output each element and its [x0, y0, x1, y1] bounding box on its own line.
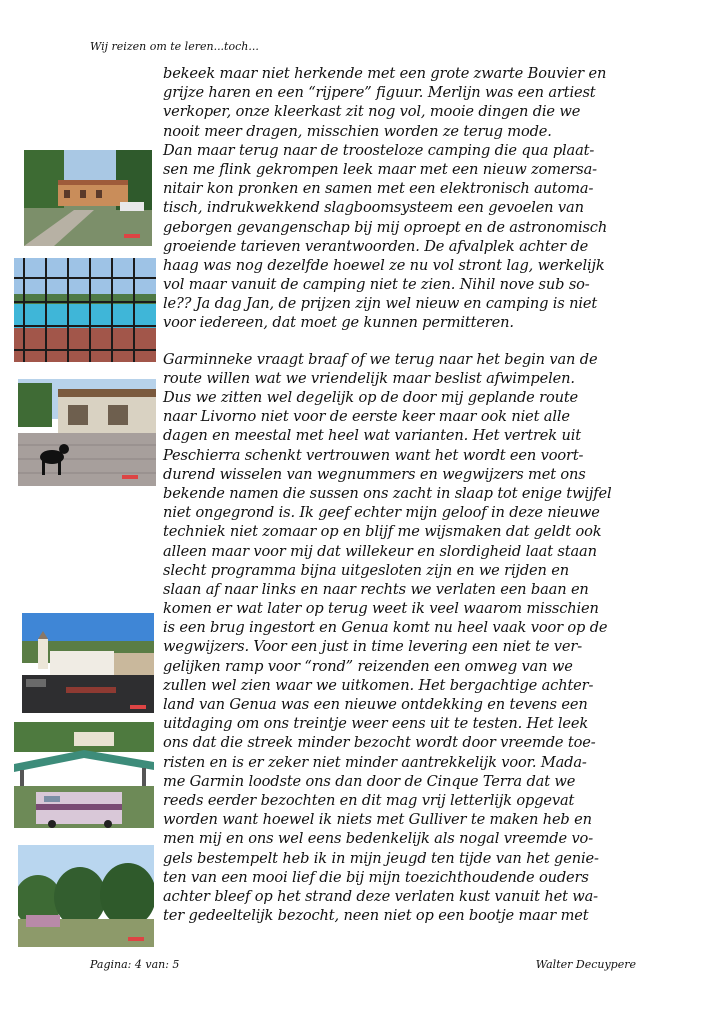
text-line: slecht programma bijna uitgesloten zijn en we rijden en [163, 561, 570, 579]
village-church-photo [22, 613, 154, 713]
trees-field-photo [18, 845, 154, 947]
text-line: groeiende tarieven verantwoorden. De afvalplek achter de [163, 237, 589, 255]
text-line: reeds eerder bezochten en dit mag vrij letterlijk opgevat [163, 791, 575, 809]
text-line: land van Genua was een nieuwe ontdekking en tevens een [163, 696, 588, 713]
text-line: geborgen gevangenschap bij mij oproept en de astronomisch [163, 218, 608, 236]
text-line: slaan af naar links en naar rechts we verlaten een baan en [163, 580, 589, 598]
dog-terrace-photo [18, 379, 156, 486]
page-number: Pagina: 4 van: 5 [90, 958, 180, 971]
text-line: dagen en meestal met heel wat varianten. Het vertrek uit [163, 427, 581, 445]
text-line: gels bestempelt heb ik in mijn jeugd ten tijde van het genie- [163, 849, 599, 867]
text-line: zullen wel zien waar we uitkomen. Het bergachtige achter- [163, 676, 594, 694]
text-line: techniek niet zomaar op en blijf me wijsmaken dat geldt ook [163, 523, 602, 541]
text-line: vol maar vanuit de camping niet te zien. Nihil nove sub so- [163, 276, 590, 294]
text-line: ten van een mooi lief die bij mijn toezichthoudende ouders [163, 868, 589, 886]
text-line: alleen maar voor mij dat willekeur en slordigheid laat staan [163, 542, 597, 560]
text-line: me Garmin loodste ons dan door de Cinque Terra dat we [163, 772, 576, 790]
text-line: sen me flink gekrompen leek maar met een nieuw zomersa- [163, 160, 597, 178]
text-line: risten en is er zeker niet minder aantrekkelijk voor. Mada- [163, 753, 587, 771]
text-line: achter bleef op het strand deze verlaten kust vanuit het wa- [163, 887, 598, 905]
text-line: tisch, indrukwekkend slagboomsysteem een gevoelen van [163, 199, 584, 217]
text-line: Peschierra schenkt vertrouwen want het wordt een voort- [163, 446, 584, 464]
text-line: wegwijzers. Voor een just in time levering een niet te ver- [163, 638, 582, 656]
text-line: naar Livorno niet voor de eerste keer maar ook niet alle [163, 408, 570, 426]
text-line: men mij en ons wel eens bedenkelijk als nogal vreemde vo- [163, 830, 593, 848]
text-line: bekende namen die sussen ons zacht in slaap tot enige twijfel [163, 484, 612, 502]
text-line: bekeek maar niet herkende met een grote zwarte Bouvier en [163, 65, 607, 82]
page-header: Wij reizen om te leren...toch... [90, 40, 259, 53]
text-line: niet ongegrond is. Ik geef echter mijn geloof in deze nieuwe [163, 504, 600, 522]
campsite-building-photo [24, 150, 152, 246]
text-line: le?? Ja dag Jan, de prijzen zijn wel nieuw en camping is niet [163, 295, 598, 313]
text-line: gelijken ramp voor “rond” reizenden een omweg van we [163, 657, 573, 675]
text-line: uitdaging om ons treintje weer eens uit te testen. Het leek [163, 715, 589, 733]
text-line: is een brug ingestort en Genua komt nu heel vaak voor op de [163, 619, 608, 637]
text-line: durend wisselen van wegnummers en wegwijzers met ons [163, 465, 586, 483]
text-line: route willen wat we vriendelijk maar beslist afwimpelen. [163, 369, 575, 387]
swimming-pool-photo [14, 258, 156, 362]
text-line: verkoper, onze kleerkast zit nog vol, mooie dingen die we [163, 103, 581, 121]
text-line: Dus we zitten wel degelijk op de door mij geplande route [163, 389, 579, 406]
text-line: ter gedeeltelijk bezocht, neen niet op een bootje maar met [163, 907, 589, 925]
text-line: worden want hoewel ik niets met Gulliver te maken heb en [163, 811, 592, 829]
text-line: komen er wat later op terug weet ik veel waarom misschien [163, 600, 599, 618]
text-line: Garminneke vraagt braaf of we terug naar het begin van de [163, 350, 598, 368]
camper-shelter-photo [14, 722, 154, 828]
text-line: ons dat die streek minder bezocht wordt door vreemde toe- [163, 734, 596, 752]
text-line: grijze haren en een “rijpere” figuur. Merlijn was een artiest [163, 84, 596, 102]
text-line: voor iedereen, dat moet ge kunnen permitteren. [163, 314, 514, 332]
text-line: nitair kon pronken en samen met een elektronisch automa- [163, 180, 594, 198]
text-line: Dan maar terug naar de troosteloze camping die qua plaat- [163, 141, 595, 159]
text-line: haag was nog dezelfde hoewel ze nu vol stront lag, werkelijk [163, 256, 605, 274]
text-line: nooit meer dragen, misschien worden ze terug mode. [163, 122, 552, 140]
body-text [163, 64, 641, 925]
author-name: Walter Decuypere [535, 958, 636, 971]
